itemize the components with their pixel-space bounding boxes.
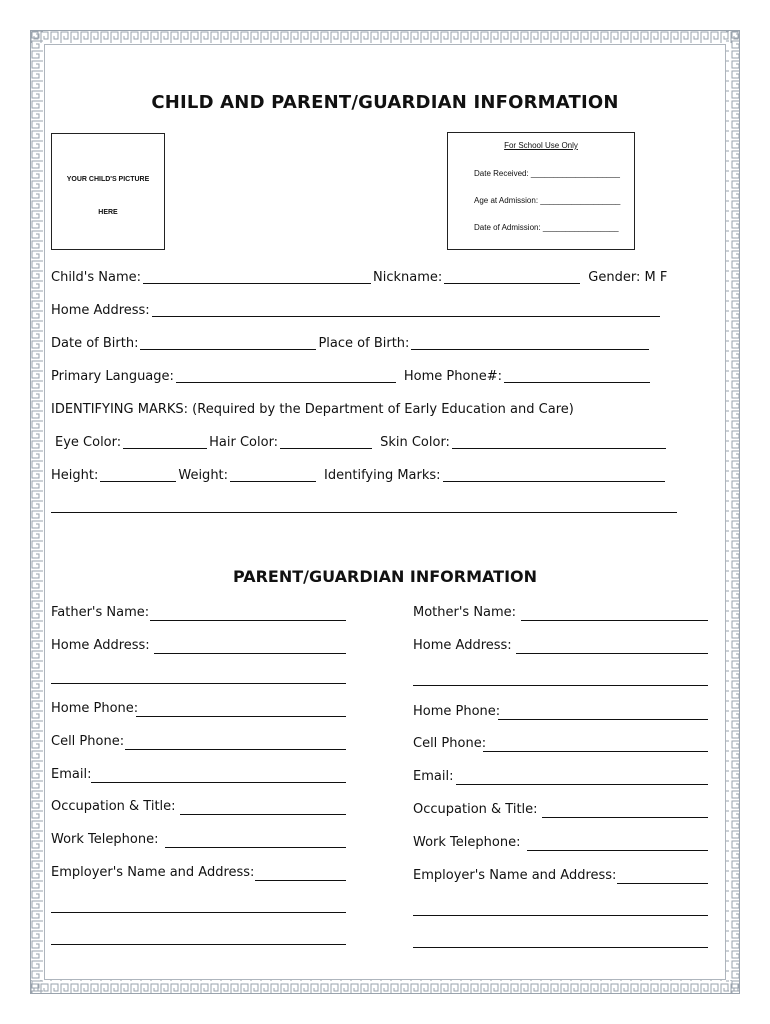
- weight-field[interactable]: [230, 480, 316, 482]
- picture-box-here: HERE: [98, 209, 118, 216]
- pob-label: Place of Birth:: [318, 336, 410, 351]
- identifying-marks-label: Identifying Marks:: [324, 468, 441, 483]
- identifying-marks-field[interactable]: [443, 480, 665, 482]
- language-row: [51, 369, 652, 384]
- father-work-phone-field[interactable]: [165, 847, 346, 848]
- father-home-phone-label: Home Phone:: [51, 701, 139, 716]
- dob-label: Date of Birth:: [51, 336, 139, 351]
- school-use-title: For School Use Only: [504, 141, 578, 150]
- height-row: [51, 468, 667, 483]
- child-address-row: [51, 303, 662, 318]
- age-at-admission-field[interactable]: Age at Admission: __________________: [474, 196, 621, 205]
- weight-label: Weight:: [178, 468, 229, 483]
- mother-occupation-field[interactable]: [542, 817, 708, 818]
- father-address-field[interactable]: [154, 653, 346, 654]
- mother-employer-label: Employer's Name and Address:: [413, 868, 617, 883]
- mother-employer-field-2[interactable]: [413, 915, 708, 916]
- mother-address-field-2[interactable]: [413, 685, 708, 686]
- mother-email-field[interactable]: [456, 784, 708, 785]
- eye-color-label: Eye Color:: [55, 435, 122, 450]
- father-email-field[interactable]: [91, 782, 346, 783]
- mother-home-phone-field[interactable]: [498, 719, 708, 720]
- mother-address-field[interactable]: [516, 653, 708, 654]
- father-cell-label: Cell Phone:: [51, 734, 125, 749]
- skin-color-label: Skin Color:: [380, 435, 450, 450]
- father-employer-field[interactable]: [255, 880, 346, 881]
- mother-work-phone-field[interactable]: [527, 850, 708, 851]
- mother-occupation-label: Occupation & Title:: [413, 802, 538, 817]
- date-of-admission-field[interactable]: Date of Admission: _________________: [474, 223, 619, 232]
- father-work-phone-label: Work Telephone:: [51, 832, 159, 847]
- father-name-field[interactable]: [150, 620, 346, 621]
- home-phone-label: Home Phone#:: [403, 369, 502, 384]
- child-address-field[interactable]: [152, 315, 660, 317]
- mother-name-field[interactable]: [521, 620, 708, 621]
- mother-address-label: Home Address:: [413, 638, 512, 653]
- child-picture-box[interactable]: [51, 133, 165, 250]
- hair-color-field[interactable]: [280, 447, 372, 449]
- mother-employer-field[interactable]: [617, 883, 708, 884]
- gender-label[interactable]: Gender: M F: [588, 270, 668, 285]
- birth-row: [51, 336, 651, 351]
- father-home-phone-field[interactable]: [136, 716, 346, 717]
- page-title: CHILD AND PARENT/GUARDIAN INFORMATION: [151, 92, 619, 113]
- language-field[interactable]: [176, 381, 396, 383]
- skin-color-field[interactable]: [452, 447, 666, 449]
- height-field[interactable]: [100, 480, 176, 482]
- mother-home-phone-label: Home Phone:: [413, 704, 501, 719]
- father-address-label: Home Address:: [51, 638, 150, 653]
- school-use-box: [447, 132, 635, 250]
- color-row: [55, 435, 668, 450]
- father-occupation-label: Occupation & Title:: [51, 799, 176, 814]
- mother-email-label: Email:: [413, 769, 454, 784]
- child-name-label: Child's Name:: [51, 270, 142, 285]
- mother-employer-field-3[interactable]: [413, 947, 708, 948]
- language-label: Primary Language:: [51, 369, 174, 384]
- parent-section-title: PARENT/GUARDIAN INFORMATION: [232, 567, 538, 586]
- identifying-marks-extra-line[interactable]: [51, 512, 677, 513]
- father-email-label: Email:: [51, 767, 92, 782]
- hair-color-label: Hair Color:: [209, 435, 279, 450]
- child-name-row: [51, 270, 667, 285]
- father-name-label: Father's Name:: [51, 605, 150, 620]
- father-employer-label: Employer's Name and Address:: [51, 865, 255, 880]
- date-received-field[interactable]: Date Received: ____________________: [474, 169, 620, 178]
- eye-color-field[interactable]: [123, 447, 207, 449]
- mother-work-phone-label: Work Telephone:: [413, 835, 521, 850]
- father-employer-field-3[interactable]: [51, 944, 346, 945]
- home-phone-field[interactable]: [504, 381, 650, 383]
- mother-name-label: Mother's Name:: [413, 605, 517, 620]
- nickname-field[interactable]: [444, 282, 580, 284]
- child-address-label: Home Address:: [51, 303, 150, 318]
- father-occupation-field[interactable]: [180, 814, 346, 815]
- identifying-marks-heading: IDENTIFYING MARKS: (Required by the Department of Early Education and Care): [51, 402, 574, 417]
- child-name-field[interactable]: [143, 282, 371, 284]
- mother-cell-label: Cell Phone:: [413, 736, 487, 751]
- father-address-field-2[interactable]: [51, 683, 346, 684]
- dob-field[interactable]: [140, 348, 316, 350]
- nickname-label: Nickname:: [373, 270, 443, 285]
- father-cell-field[interactable]: [125, 749, 346, 750]
- height-label: Height:: [51, 468, 99, 483]
- pob-field[interactable]: [411, 348, 649, 350]
- picture-box-label: YOUR CHILD'S PICTURE: [66, 176, 150, 183]
- father-employer-field-2[interactable]: [51, 912, 346, 913]
- mother-cell-field[interactable]: [483, 751, 708, 752]
